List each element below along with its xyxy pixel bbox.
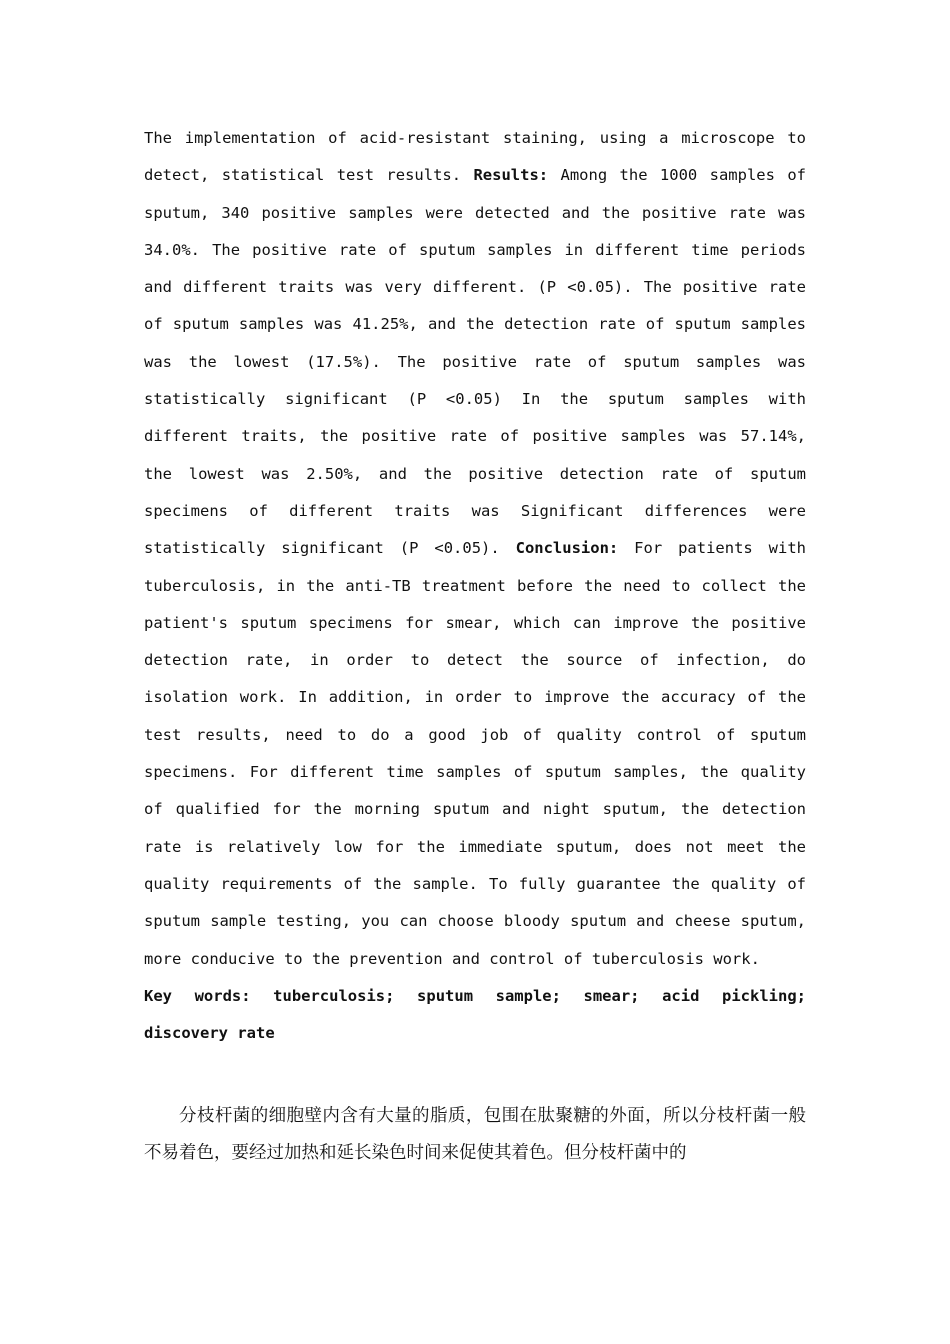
abstract-conclusion-text: For patients with tuberculosis, in the anti-TB treatment before the need to collect the patient's sputum specimens for smear, which can improve the positive detection rate, in order to detect the source of infection, do isolation work. In addition, in order to improve the accuracy of the test results, need to do a good job of quality control of sputum specimens. For different time samples of sputum samples, the quality of qualified for the morning sputum and night sputum, the detection rate is relatively low for the immediate sputum, does not meet the quality requirements of the sample. To fully guarantee the quality of sputum sample testing, you can choose bloody sputum and cheese sputum, more conducive to the prevention and control of tuberculosis work. <box>144 539 806 968</box>
results-label: Results: <box>473 166 549 185</box>
body-paragraph: 分枝杆菌的细胞壁内含有大量的脂质，包围在肽聚糖的外面，所以分枝杆菌一般不易着色，要经过加热和延长染色时间来促使其着色。但分枝杆菌中的 <box>144 1106 806 1164</box>
abstract-results-text: Among the 1000 samples of sputum, 340 positive samples were detected and the positive rate was 34.0%. The positive rate of sputum samples in different time periods and different traits was very different. (P <0.05). The positive rate of sputum samples was 41.25%, and the detection rate of sputum samples was the lowest (17.5%). The positive rate of sputum samples was statistically significant (P <0.05) In the sputum samples with different traits, the positive rate of positive samples was 57.14%, the lowest was 2.50%, and the positive detection rate of sputum specimens of different traits was Significant differences were statistically significant (P <0.05). <box>144 166 806 558</box>
abstract-methods-text: The implementation of acid-resistant staining, using a microscope to detect, statistical test results. <box>144 129 806 185</box>
document-page <box>144 120 806 1172</box>
abstract-paragraph <box>144 120 806 978</box>
conclusion-label: Conclusion: <box>515 539 619 558</box>
keywords-line: Key words: tuberculosis; sputum sample; smear; acid pickling; discovery rate <box>144 986 806 1043</box>
